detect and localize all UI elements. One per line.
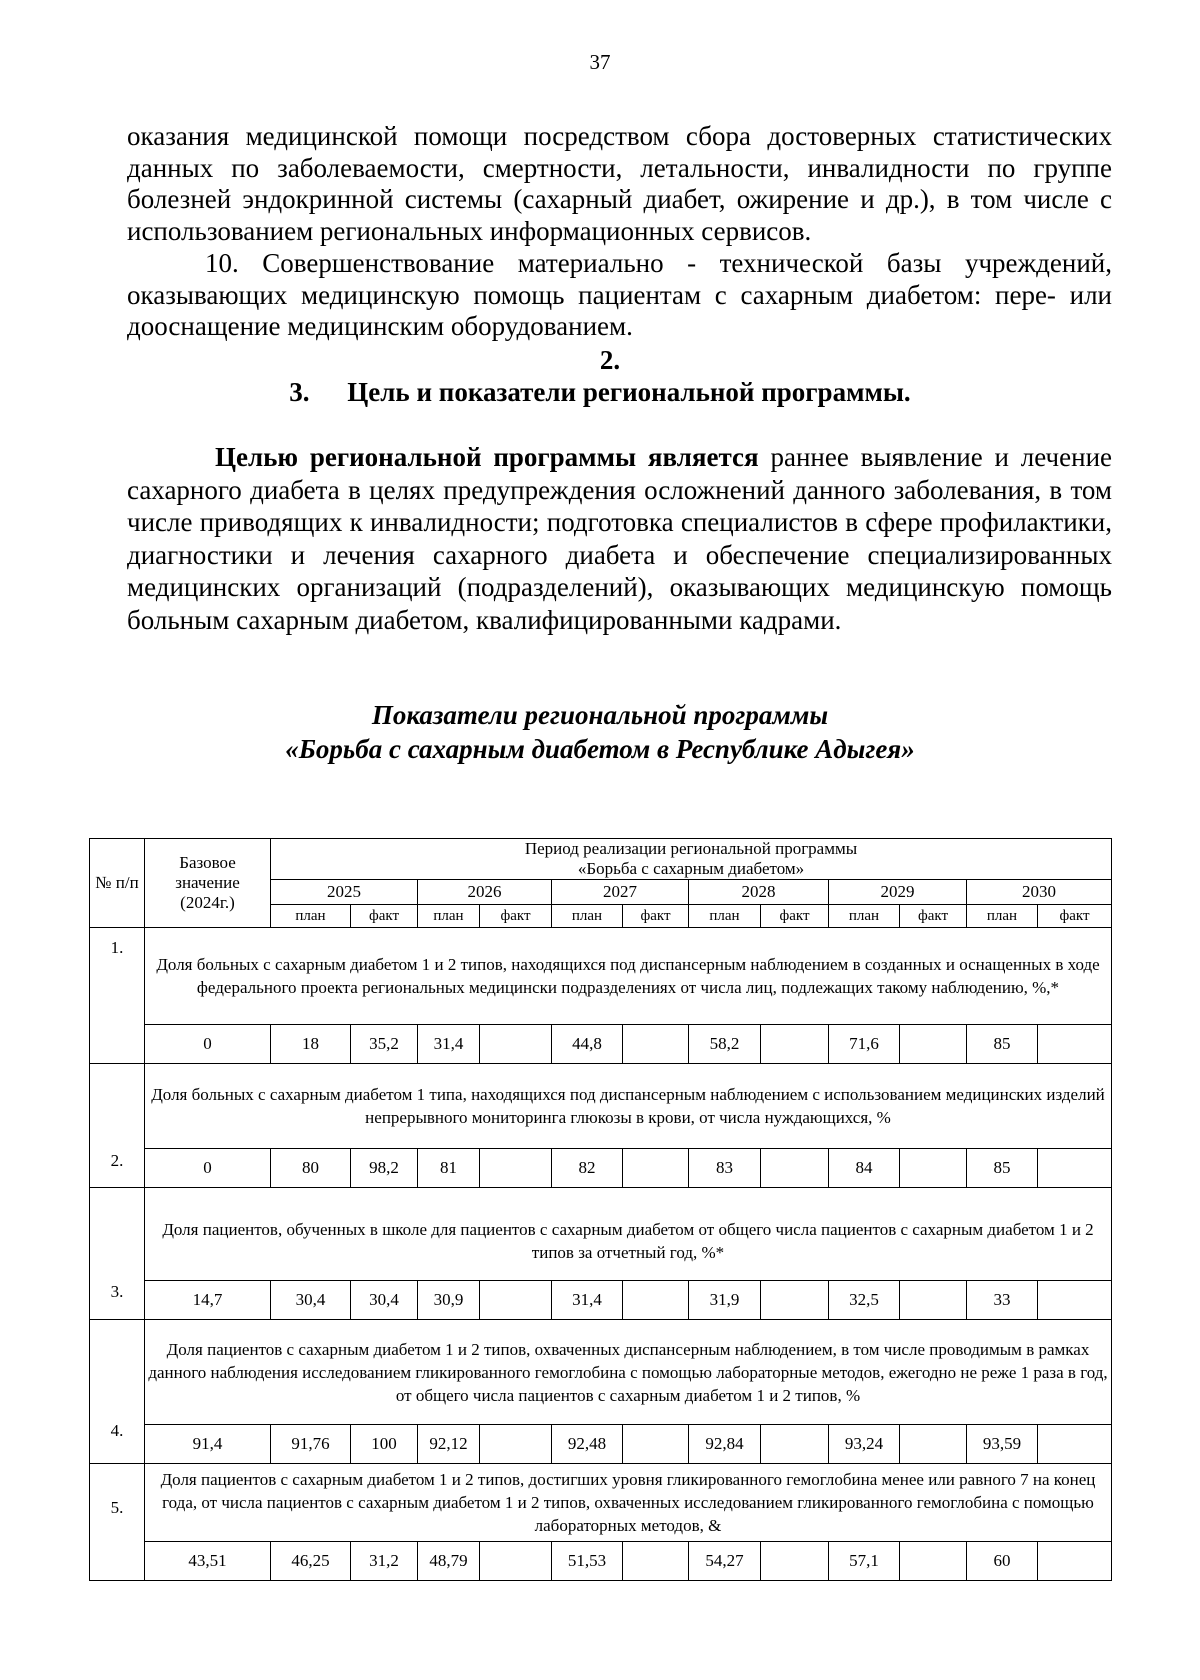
paragraph-2: 10. Совершенствование материально - технической базы учреждений, оказывающих медицинскую помощь пациентам с сахарным диабетом: пере- или дооснащение медицинским оборудованием. <box>127 248 1112 341</box>
value-cell <box>900 1281 967 1320</box>
value-cell <box>761 1425 829 1464</box>
value-cell <box>1038 1025 1112 1064</box>
value-cell: 18 <box>271 1025 351 1064</box>
base-value: 91,4 <box>145 1425 271 1464</box>
fact-header: факт <box>1038 905 1112 928</box>
indicator-description: Доля пациентов, обученных в школе для пациентов с сахарным диабетом от общего числа пациентов с сахарным диабетом 1 и 2 типов за отчетный год, %* <box>145 1188 1112 1281</box>
plan-header: план <box>689 905 761 928</box>
header-period-cell <box>271 839 1112 880</box>
value-cell <box>761 1281 829 1320</box>
goal-text: раннее выявление и лечение сахарного диабета в целях предупреждения осложнений данного заболевания, в том числе приводящих к инвалидности; подготовка специалистов в сфере профилактики, диагностики и лечения сахарного диабета и обеспечение специализированных медицинских организаций (подразделений), оказывающих медицинскую помощь больным сахарным диабетом, квалифицированными кадрами. <box>127 442 1112 635</box>
value-cell <box>480 1281 552 1320</box>
value-cell <box>480 1542 552 1581</box>
value-cell <box>900 1542 967 1581</box>
paragraph-1: оказания медицинской помощи посредством сбора достоверных статистических данных по заболеваемости, смертности, летальности, инвалидности по группе болезней эндокринной системы (сахарный диабет, ожирение и др.), в том числе с использованием региональных информационных сервисов. <box>127 121 1112 246</box>
plan-header: план <box>552 905 623 928</box>
year-header: 2025 <box>271 880 418 905</box>
header-num: № п/п <box>95 873 139 892</box>
value-cell <box>900 1025 967 1064</box>
base-value: 43,51 <box>145 1542 271 1581</box>
value-cell: 92,12 <box>418 1425 480 1464</box>
plan-header: план <box>271 905 351 928</box>
goal-paragraph <box>127 441 1112 636</box>
value-cell: 92,84 <box>689 1425 761 1464</box>
year-header: 2029 <box>829 880 967 905</box>
row-number: 4. <box>90 1320 145 1464</box>
value-cell <box>1038 1425 1112 1464</box>
value-cell <box>761 1542 829 1581</box>
value-cell: 30,9 <box>418 1281 480 1320</box>
row-number: 1. <box>90 928 145 1064</box>
value-cell: 44,8 <box>552 1025 623 1064</box>
year-header: 2027 <box>552 880 689 905</box>
fact-header: факт <box>351 905 418 928</box>
value-cell: 46,25 <box>271 1542 351 1581</box>
value-cell: 35,2 <box>351 1025 418 1064</box>
value-cell: 91,76 <box>271 1425 351 1464</box>
year-header: 2030 <box>967 880 1112 905</box>
value-cell: 82 <box>552 1149 623 1188</box>
header-base: Базовое значение (2024г.) <box>175 853 240 912</box>
value-cell <box>480 1025 552 1064</box>
section-title: Цель и показатели региональной программы. <box>347 377 911 407</box>
value-cell <box>623 1025 689 1064</box>
value-cell <box>900 1425 967 1464</box>
value-cell: 93,59 <box>967 1425 1038 1464</box>
value-cell: 30,4 <box>271 1281 351 1320</box>
value-cell: 54,27 <box>689 1542 761 1581</box>
value-cell <box>900 1149 967 1188</box>
goal-lead: Целью региональной программы является <box>215 442 759 472</box>
value-cell <box>480 1425 552 1464</box>
fact-header: факт <box>900 905 967 928</box>
value-cell: 30,4 <box>351 1281 418 1320</box>
value-cell: 60 <box>967 1542 1038 1581</box>
value-cell: 92,48 <box>552 1425 623 1464</box>
indicators-table <box>89 838 1112 1581</box>
value-cell <box>623 1425 689 1464</box>
value-cell: 83 <box>689 1149 761 1188</box>
header-period-line-1: Период реализации региональной программы <box>524 839 858 858</box>
value-cell <box>1038 1542 1112 1581</box>
section-heading <box>0 377 1200 408</box>
year-header: 2026 <box>418 880 552 905</box>
indicator-description: Доля больных с сахарным диабетом 1 и 2 типов, находящихся под диспансерным наблюдением в созданных и оснащенных в ходе федерального проекта региональных медицински подразделениях от числа лиц, подлежащих такому наблюдению, %,* <box>145 928 1112 1025</box>
fact-header: факт <box>623 905 689 928</box>
indicator-description: Доля больных с сахарным диабетом 1 типа, находящихся под диспансерным наблюдением с использованием медицинских изделий непрерывного мониторинга глюкозы в крови, от числа нуждающихся, % <box>145 1064 1112 1149</box>
fact-header: факт <box>480 905 552 928</box>
value-cell: 31,9 <box>689 1281 761 1320</box>
year-header: 2028 <box>689 880 829 905</box>
base-value: 0 <box>145 1149 271 1188</box>
value-cell: 31,4 <box>552 1281 623 1320</box>
section-number-2: 2. <box>599 345 621 375</box>
indicator-description: Доля пациентов с сахарным диабетом 1 и 2 типов, охваченных диспансерным наблюдением, в том числе проводимым в рамках данного наблюдения исследованием гликированного гемоглобина с помощью лабораторные методов, ежегодно не реже 1 раза в год, от общего числа пациентов с сахарным диабетом 1 и 2 типов, % <box>145 1320 1112 1425</box>
value-cell: 31,4 <box>418 1025 480 1064</box>
row-number: 3. <box>90 1188 145 1320</box>
plan-header: план <box>967 905 1038 928</box>
value-cell <box>623 1149 689 1188</box>
value-cell <box>761 1149 829 1188</box>
header-num-cell <box>90 839 145 928</box>
value-cell: 93,24 <box>829 1425 900 1464</box>
header-base-cell <box>145 839 271 928</box>
value-cell: 31,2 <box>351 1542 418 1581</box>
table-title-line-1: Показатели региональной программы <box>371 700 829 730</box>
value-cell: 71,6 <box>829 1025 900 1064</box>
value-cell <box>623 1281 689 1320</box>
table-title-line-2: «Борьба с сахарным диабетом в Республике Адыгея» <box>285 734 915 764</box>
base-value: 0 <box>145 1025 271 1064</box>
value-cell: 57,1 <box>829 1542 900 1581</box>
plan-header: план <box>829 905 900 928</box>
value-cell: 100 <box>351 1425 418 1464</box>
indicator-description: Доля пациентов с сахарным диабетом 1 и 2 типов, достигших уровня гликированного гемоглобина менее или равного 7 на конец года, от числа пациентов с сахарным диабетом 1 и 2 типов, охваченных исследованием гликированного гемоглобина с помощью лабораторных методов, & <box>145 1464 1112 1542</box>
value-cell: 81 <box>418 1149 480 1188</box>
table-title <box>0 698 1200 766</box>
fact-header: факт <box>761 905 829 928</box>
value-cell: 33 <box>967 1281 1038 1320</box>
base-value: 14,7 <box>145 1281 271 1320</box>
section-number-3: 3. <box>289 377 310 407</box>
plan-header: план <box>418 905 480 928</box>
row-number: 2. <box>90 1064 145 1188</box>
value-cell <box>1038 1281 1112 1320</box>
row-number: 5. <box>90 1464 145 1581</box>
value-cell <box>1038 1149 1112 1188</box>
value-cell: 85 <box>967 1149 1038 1188</box>
page-number: 37 <box>589 50 611 74</box>
value-cell: 84 <box>829 1149 900 1188</box>
value-cell <box>623 1542 689 1581</box>
value-cell <box>480 1149 552 1188</box>
value-cell: 98,2 <box>351 1149 418 1188</box>
value-cell: 51,53 <box>552 1542 623 1581</box>
value-cell: 32,5 <box>829 1281 900 1320</box>
header-period-line-2: «Борьба с сахарным диабетом» <box>577 859 805 878</box>
value-cell: 80 <box>271 1149 351 1188</box>
value-cell: 58,2 <box>689 1025 761 1064</box>
value-cell: 48,79 <box>418 1542 480 1581</box>
value-cell <box>761 1025 829 1064</box>
value-cell: 85 <box>967 1025 1038 1064</box>
